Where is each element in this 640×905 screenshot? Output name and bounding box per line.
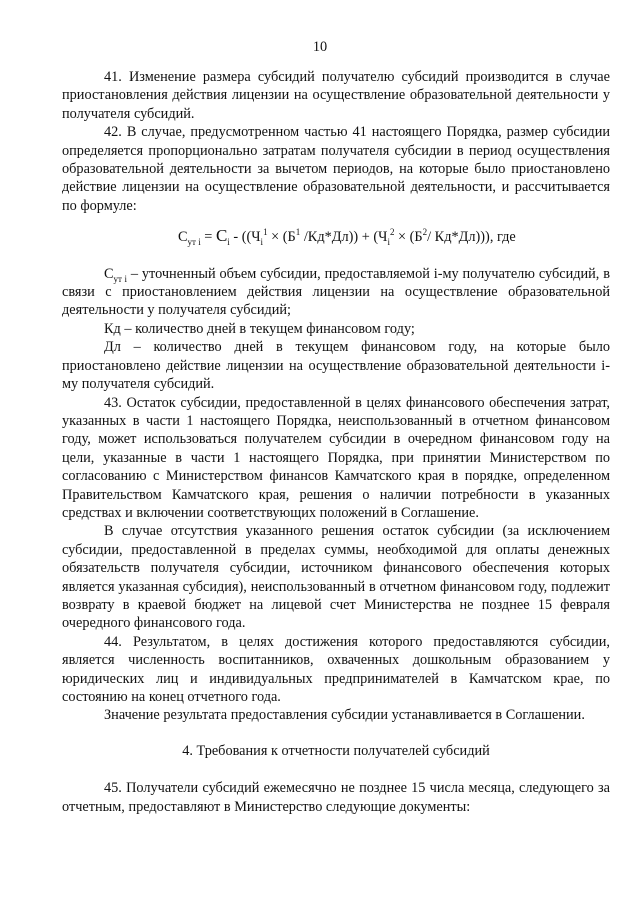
definition-sut [62, 265, 610, 320]
definition-sut-symbol: С [104, 265, 114, 282]
page-number: 10 [312, 39, 328, 55]
formula-c: С [215, 226, 228, 246]
formula-ch1-sub: i [260, 237, 264, 248]
paragraph-44-continued: Значение результата предоставления субсидии устанавливается в Соглашении. [104, 707, 585, 724]
formula-b2-sup: 2 [422, 227, 428, 238]
formula-ch2-sub: i [387, 237, 390, 248]
section-heading: 4. Требования к отчетности получателей субсидий [182, 742, 490, 759]
document-body [62, 68, 610, 816]
definition-sut-sub: ут i [113, 273, 128, 284]
formula-part3: /Кд*Дл)) + (Ч [300, 229, 388, 246]
formula-ch2-sup: 2 [389, 227, 395, 238]
definition-sut-text: – уточненный объем субсидии, предоставляемой i-му получателю субсидий, в связи с приостановлением действия лицензии на осуществление образовательной деятельности у получателя субсидий; [62, 265, 610, 319]
definition-kd: Кд – количество дней в текущем финансовом году; [104, 320, 415, 337]
formula-lhs: С [178, 229, 188, 246]
formula-b1-sup: 1 [295, 227, 301, 238]
formula-eq: = [200, 229, 216, 246]
paragraph-42: 42. В случае, предусмотренном частью 41 настоящего Порядка, размер субсидии определяется пропорционально затратам получателя субсидии в период осуществления образовательной деятельности за вычетом периодов, на которые было приостановлено действие лицензии на осуществление образовательной деятельности, и рассчитывается по формуле: [62, 124, 610, 214]
formula-lhs-sub: ут i [187, 237, 201, 248]
paragraph-44: 44. Результатом, в целях достижения которого предоставляются субсидии, является численность воспитанников, охваченных дошкольным образованием у юридических лиц и индивидуальных предпринимателей в Камчатском крае, по состоянию на конец отчетного года. [62, 633, 610, 705]
definition-dl: Дл – количество дней в текущем финансовом году, на которые было приостановлено действие лицензии на осуществление образовательной деятельности i-му получателя субсидий. [62, 339, 610, 393]
formula-part2: × (Б [267, 229, 296, 246]
formula-ch1-sup: 1 [263, 227, 268, 238]
paragraph-43: 43. Остаток субсидии, предоставленной в целях финансового обеспечения затрат, указанных в части 1 настоящего Порядка, неиспользованный в отчетном финансовом году, может использоваться получателем субсидии в очередном финансовом году на цели, указанные в части 1 настоящего Порядка, при принятии Министерством по согласованию с Министерством финансов Камчатского края в порядке, определенном Правительством Камчатского края, решения о наличии потребности в указанных средствах и включении соответствующих положений в Соглашение. [62, 394, 610, 521]
formula [62, 227, 610, 246]
paragraph-41: 41. Изменение размера субсидий получателю субсидий производится в случае приостановления действия лицензии на осуществление образовательной деятельности у получателя субсидий. [62, 69, 610, 122]
formula-c-sub: i [227, 237, 230, 248]
paragraph-43-continued: В случае отсутствия указанного решения остаток субсидии (за исключением субсидии, предоставленной в пределах суммы, необходимой для оплаты денежных обязательств получателя субсидии, источником финансового обеспечения которых является указанная субсидия), неиспользованный в отчетном финансовом году, подлежит возврату в краевой бюджет на лицевой счет Министерства не позднее 15 февраля очередного финансового года. [62, 523, 610, 632]
formula-part1: - ((Ч [229, 229, 261, 246]
formula-part4: × (Б [394, 229, 423, 246]
formula-part5: / Кд*Дл))), где [427, 229, 516, 246]
paragraph-45: 45. Получатели субсидий ежемесячно не позднее 15 числа месяца, следующего за отчетным, предоставляют в Министерство следующие документы: [62, 780, 610, 815]
